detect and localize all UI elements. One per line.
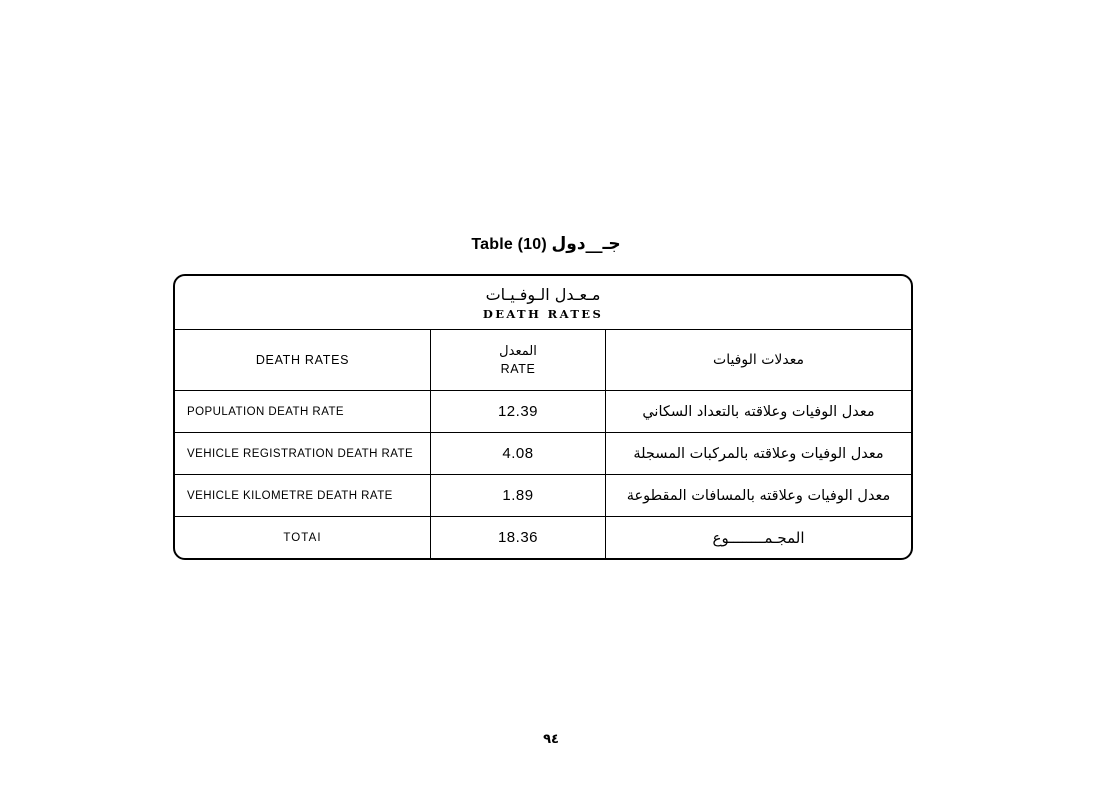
row-rate-value: 4.08 [431, 433, 606, 474]
total-rate-value: 18.36 [431, 517, 606, 558]
table-caption-arabic: جـ__دول [551, 234, 621, 254]
row-rate-value: 12.39 [431, 391, 606, 432]
total-label-arabic: المجـمــــــــوع [712, 528, 805, 547]
row-label-english: POPULATION DEATH RATE [175, 391, 431, 432]
row-label-arabic: معدل الوفيات وعلاقته بالمركبات المسجلة [633, 445, 884, 462]
death-rates-table [173, 274, 913, 560]
header-cell-rate [431, 330, 606, 390]
page-number: ٩٤ [543, 732, 559, 747]
table-total-row [175, 517, 911, 558]
table-row [175, 391, 911, 433]
table-title-band [175, 276, 911, 329]
header-rate-english: RATE [500, 361, 536, 376]
table-caption-english: Table (10) [471, 236, 547, 253]
table-caption [0, 234, 1102, 254]
table-title-arabic: مـعـدل الـوفـيـات [485, 285, 601, 304]
row-label-english: VEHICLE REGISTRATION DEATH RATE [175, 433, 431, 474]
header-rate-arabic: المعدل [499, 343, 537, 359]
header-cell-arabic: معدلات الوفيات [713, 352, 804, 369]
row-rate-value: 1.89 [431, 475, 606, 516]
table-title-row [175, 276, 911, 330]
row-label-arabic: معدل الوفيات وعلاقته بالتعداد السكاني [642, 403, 875, 420]
table-title-english: DEATH RATES [482, 307, 604, 321]
header-cell-death-rates: DEATH RATES [175, 330, 431, 390]
table-header-row [175, 330, 911, 391]
row-label-english: VEHICLE KILOMETRE DEATH RATE [175, 475, 431, 516]
table-row [175, 475, 911, 517]
table-row [175, 433, 911, 475]
total-label-english: TOTAI [175, 517, 431, 558]
row-label-arabic: معدل الوفيات وعلاقته بالمسافات المقطوعة [626, 487, 891, 504]
